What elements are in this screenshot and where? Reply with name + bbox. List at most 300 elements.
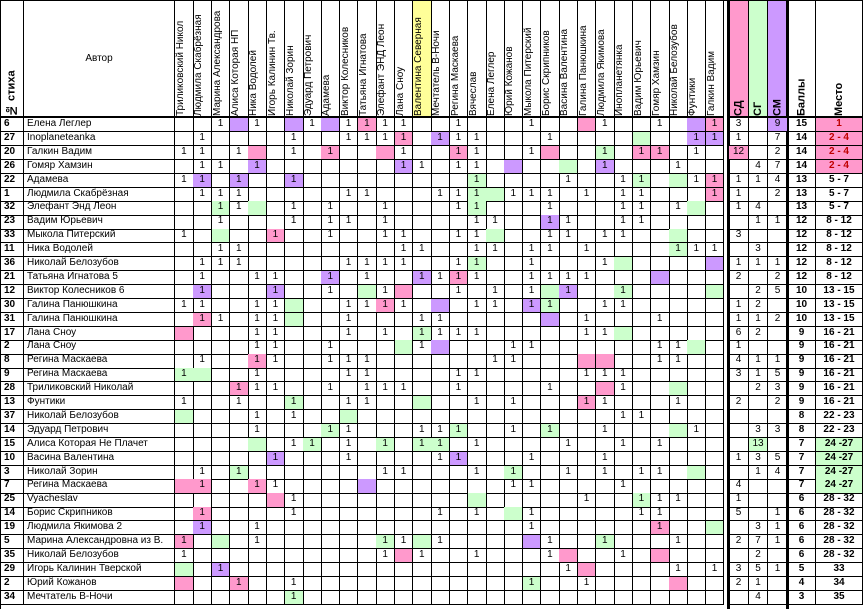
vote-cell: 1	[230, 382, 249, 396]
vote-cell: 1	[340, 368, 359, 382]
vote-cell	[431, 174, 450, 188]
author-name: Inoplaneteanka	[24, 132, 175, 146]
vote-cell	[596, 201, 615, 215]
vote-cell	[614, 535, 633, 549]
vote-cell	[468, 424, 487, 438]
vote-cell: 1	[248, 410, 267, 424]
vote-cell: 1	[706, 243, 725, 257]
vote-cell	[541, 160, 560, 174]
vote-cell	[376, 424, 395, 438]
sd-cell: 5	[729, 507, 749, 521]
vote-cell	[633, 535, 652, 549]
vote-cell	[559, 257, 578, 271]
vote-cell: 1	[651, 354, 670, 368]
vote-cell	[559, 327, 578, 341]
sm-cell: 4	[768, 466, 788, 480]
vote-cell	[212, 146, 231, 160]
place-cell: 8 - 12	[816, 215, 863, 229]
vote-cell	[193, 396, 212, 410]
vote-cell: 1	[687, 243, 706, 257]
sg-cell: 1	[749, 257, 768, 271]
vote-cell: 1	[358, 271, 377, 285]
place-cell: 16 - 21	[816, 368, 863, 382]
vote-cell: 1	[468, 146, 487, 160]
vote-cell: 1	[248, 313, 267, 327]
vote-cell	[267, 577, 286, 591]
vote-cell: 1	[193, 466, 212, 480]
vote-cell	[596, 271, 615, 285]
vote-cell	[578, 466, 597, 480]
vote-cell	[468, 563, 487, 577]
vote-cell: 1	[376, 257, 395, 271]
vote-cell	[633, 313, 652, 327]
vote-cell	[431, 479, 450, 493]
header-judge	[413, 0, 432, 118]
vote-cell: 1	[687, 146, 706, 160]
vote-cell	[687, 271, 706, 285]
score-cell: 12	[788, 215, 816, 229]
vote-cell	[614, 396, 633, 410]
vote-cell: 1	[340, 452, 359, 466]
vote-cell	[431, 382, 450, 396]
vote-cell	[614, 271, 633, 285]
header-sm	[768, 0, 788, 118]
vote-cell	[431, 229, 450, 243]
vote-cell	[303, 327, 322, 341]
sd-cell: 3	[729, 368, 749, 382]
vote-cell	[559, 118, 578, 132]
vote-cell	[706, 521, 725, 535]
sd-cell: 1	[729, 132, 749, 146]
vote-cell	[559, 424, 578, 438]
vote-cell	[687, 215, 706, 229]
vote-cell	[431, 299, 450, 313]
vote-cell	[669, 591, 688, 605]
vote-cell: 1	[376, 229, 395, 243]
vote-cell	[395, 285, 414, 299]
vote-cell	[212, 535, 231, 549]
vote-cell: 1	[193, 146, 212, 160]
sd-cell: 12	[729, 146, 749, 160]
vote-cell	[651, 215, 670, 229]
vote-cell: 1	[358, 118, 377, 132]
vote-cell: 1	[431, 535, 450, 549]
vote-cell	[450, 299, 469, 313]
vote-cell	[193, 382, 212, 396]
row-number: 19	[0, 521, 24, 535]
vote-cell	[687, 201, 706, 215]
vote-cell: 1	[413, 271, 432, 285]
author-name: Елена Леглер	[24, 118, 175, 132]
vote-cell	[578, 132, 597, 146]
vote-cell	[468, 340, 487, 354]
vote-cell: 1	[395, 118, 414, 132]
vote-cell	[687, 549, 706, 563]
vote-cell: 1	[321, 340, 340, 354]
row-number: 36	[0, 257, 24, 271]
row-number: 12	[0, 285, 24, 299]
sg-cell	[749, 146, 768, 160]
header-judge-label: Адамева	[321, 74, 333, 116]
vote-cell	[358, 146, 377, 160]
vote-cell: 1	[193, 299, 212, 313]
sg-cell: 3	[749, 243, 768, 257]
vote-cell	[303, 452, 322, 466]
author-name: Алиса Которая Не Плачет	[24, 438, 175, 452]
vote-cell	[175, 340, 194, 354]
vote-cell	[578, 354, 597, 368]
vote-cell	[596, 507, 615, 521]
sm-cell: 2	[768, 271, 788, 285]
vote-cell: 1	[468, 507, 487, 521]
vote-cell	[175, 479, 194, 493]
vote-cell: 1	[248, 521, 267, 535]
sm-cell: 1	[768, 521, 788, 535]
vote-cell	[413, 382, 432, 396]
header-judge	[303, 0, 322, 118]
vote-cell	[706, 229, 725, 243]
vote-cell	[523, 410, 542, 424]
vote-cell: 1	[248, 271, 267, 285]
sm-cell	[768, 299, 788, 313]
vote-cell	[285, 271, 304, 285]
vote-cell	[212, 507, 231, 521]
vote-cell	[431, 118, 450, 132]
vote-cell	[651, 327, 670, 341]
score-cell: 9	[788, 340, 816, 354]
vote-cell	[450, 215, 469, 229]
vote-cell: 1	[614, 438, 633, 452]
vote-cell	[340, 201, 359, 215]
vote-cell	[267, 424, 286, 438]
vote-cell: 1	[523, 340, 542, 354]
vote-cell: 1	[267, 229, 286, 243]
row-number: 13	[0, 396, 24, 410]
sd-cell: 2	[729, 535, 749, 549]
vote-cell	[376, 354, 395, 368]
vote-cell: 1	[450, 146, 469, 160]
vote-cell	[413, 521, 432, 535]
vote-cell: 1	[376, 285, 395, 299]
vote-cell	[267, 549, 286, 563]
vote-cell	[651, 410, 670, 424]
header-judge-label: Ника Водолей	[248, 50, 260, 116]
vote-cell: 1	[413, 438, 432, 452]
vote-cell	[230, 271, 249, 285]
vote-cell: 1	[285, 591, 304, 605]
sd-cell	[729, 410, 749, 424]
author-name: Николай Белозубов	[24, 257, 175, 271]
row-number: 25	[0, 493, 24, 507]
vote-cell	[340, 285, 359, 299]
vote-cell	[486, 382, 505, 396]
vote-cell	[321, 563, 340, 577]
vote-cell	[504, 201, 523, 215]
vote-cell	[450, 410, 469, 424]
vote-cell	[651, 452, 670, 466]
vote-cell	[321, 396, 340, 410]
header-judge-label: Галина Панюшкина	[577, 25, 589, 116]
vote-cell	[230, 521, 249, 535]
vote-cell	[358, 591, 377, 605]
vote-cell	[523, 493, 542, 507]
vote-cell	[376, 410, 395, 424]
vote-cell	[303, 591, 322, 605]
vote-cell: 1	[248, 340, 267, 354]
vote-cell	[486, 507, 505, 521]
author-name: Элефант Энд Леон	[24, 201, 175, 215]
vote-cell: 1	[614, 215, 633, 229]
vote-cell	[376, 507, 395, 521]
vote-cell	[340, 521, 359, 535]
vote-cell: 1	[340, 299, 359, 313]
sm-cell	[768, 243, 788, 257]
vote-cell	[504, 146, 523, 160]
vote-cell	[303, 521, 322, 535]
place-cell: 8 - 12	[816, 229, 863, 243]
vote-cell	[706, 479, 725, 493]
header-judge-label: Регина Маскаева	[449, 35, 461, 116]
header-judge-label: Эдуард Петрович	[303, 34, 315, 116]
sm-cell: 5	[768, 285, 788, 299]
sd-cell	[729, 285, 749, 299]
vote-cell	[633, 452, 652, 466]
vote-cell: 1	[596, 299, 615, 313]
vote-cell	[633, 285, 652, 299]
vote-cell: 1	[376, 438, 395, 452]
vote-cell	[596, 563, 615, 577]
vote-cell	[596, 215, 615, 229]
vote-cell	[267, 257, 286, 271]
vote-cell	[559, 382, 578, 396]
vote-cell	[303, 354, 322, 368]
vote-cell	[303, 188, 322, 202]
vote-cell	[504, 493, 523, 507]
author-name: Галина Панюшкина	[24, 313, 175, 327]
vote-cell	[303, 160, 322, 174]
vote-cell	[303, 215, 322, 229]
place-cell: 24 -27	[816, 438, 863, 452]
vote-cell	[651, 257, 670, 271]
place-cell: 28 - 32	[816, 521, 863, 535]
vote-cell	[321, 535, 340, 549]
score-cell: 13	[788, 188, 816, 202]
vote-cell: 1	[395, 243, 414, 257]
row-number: 21	[0, 271, 24, 285]
vote-cell: 1	[541, 201, 560, 215]
vote-cell	[303, 382, 322, 396]
row-number: 34	[0, 591, 24, 605]
vote-cell	[706, 215, 725, 229]
vote-cell	[614, 243, 633, 257]
vote-cell: 1	[175, 396, 194, 410]
vote-cell	[651, 549, 670, 563]
vote-cell	[706, 535, 725, 549]
vote-cell	[321, 549, 340, 563]
author-name: Регина Маскаева	[24, 354, 175, 368]
vote-cell	[212, 299, 231, 313]
vote-cell: 1	[651, 340, 670, 354]
vote-cell	[669, 521, 688, 535]
row-number: 6	[0, 118, 24, 132]
vote-cell	[706, 257, 725, 271]
vote-cell	[541, 327, 560, 341]
vote-cell: 1	[633, 146, 652, 160]
vote-cell: 1	[340, 313, 359, 327]
vote-cell	[376, 452, 395, 466]
vote-cell	[633, 160, 652, 174]
vote-cell	[486, 271, 505, 285]
vote-cell	[541, 410, 560, 424]
vote-cell	[212, 466, 231, 480]
sm-cell: 2	[768, 188, 788, 202]
header-judge-label: Борис Скрипников	[541, 30, 552, 116]
sm-cell	[768, 479, 788, 493]
vote-cell: 1	[541, 382, 560, 396]
vote-cell	[669, 313, 688, 327]
vote-cell	[358, 285, 377, 299]
vote-cell	[633, 549, 652, 563]
vote-cell: 1	[633, 466, 652, 480]
vote-cell	[504, 243, 523, 257]
score-cell: 9	[788, 368, 816, 382]
vote-cell: 1	[633, 493, 652, 507]
vote-cell: 1	[193, 271, 212, 285]
vote-cell: 1	[541, 271, 560, 285]
header-judge-label: Игорь Калинин Тв.	[266, 30, 278, 116]
sd-cell: 3	[729, 118, 749, 132]
vote-cell	[358, 479, 377, 493]
score-cell: 9	[788, 396, 816, 410]
score-cell: 14	[788, 132, 816, 146]
sd-cell	[729, 215, 749, 229]
vote-cell	[285, 327, 304, 341]
vote-cell	[230, 327, 249, 341]
vote-cell	[376, 577, 395, 591]
vote-cell	[541, 174, 560, 188]
vote-cell: 1	[431, 452, 450, 466]
place-cell: 13 - 15	[816, 299, 863, 313]
vote-cell	[450, 313, 469, 327]
vote-cell	[175, 424, 194, 438]
vote-cell	[687, 563, 706, 577]
vote-cell	[431, 466, 450, 480]
sg-cell: 2	[749, 382, 768, 396]
vote-cell: 1	[230, 174, 249, 188]
vote-cell	[504, 215, 523, 229]
vote-cell	[706, 201, 725, 215]
vote-cell: 1	[541, 215, 560, 229]
vote-cell	[633, 229, 652, 243]
vote-cell	[486, 563, 505, 577]
vote-cell: 1	[559, 563, 578, 577]
vote-cell	[669, 285, 688, 299]
row-number: 26	[0, 160, 24, 174]
vote-cell	[340, 229, 359, 243]
vote-cell	[669, 174, 688, 188]
place-cell: 24 -27	[816, 479, 863, 493]
vote-cell	[248, 229, 267, 243]
vote-cell: 1	[321, 382, 340, 396]
vote-cell	[376, 243, 395, 257]
vote-cell	[376, 493, 395, 507]
vote-cell	[504, 257, 523, 271]
vote-cell	[230, 424, 249, 438]
vote-cell	[706, 271, 725, 285]
vote-cell: 1	[578, 271, 597, 285]
vote-cell: 1	[614, 188, 633, 202]
vote-cell	[303, 313, 322, 327]
vote-cell	[358, 563, 377, 577]
vote-cell: 1	[358, 299, 377, 313]
vote-cell	[523, 201, 542, 215]
vote-cell	[230, 507, 249, 521]
vote-cell: 1	[578, 396, 597, 410]
vote-cell	[267, 215, 286, 229]
vote-cell	[431, 396, 450, 410]
vote-cell	[633, 299, 652, 313]
sd-cell	[729, 549, 749, 563]
vote-cell: 1	[395, 229, 414, 243]
vote-cell	[285, 285, 304, 299]
author-name: Людмила Якимова 2	[24, 521, 175, 535]
vote-cell	[450, 354, 469, 368]
vote-cell	[614, 327, 633, 341]
vote-cell	[267, 146, 286, 160]
vote-cell: 1	[523, 257, 542, 271]
vote-cell	[413, 563, 432, 577]
vote-cell	[431, 160, 450, 174]
vote-cell	[504, 438, 523, 452]
vote-cell: 1	[523, 577, 542, 591]
row-number: 23	[0, 215, 24, 229]
vote-cell	[193, 118, 212, 132]
vote-cell: 1	[212, 243, 231, 257]
vote-cell	[523, 215, 542, 229]
vote-cell	[468, 382, 487, 396]
vote-cell: 1	[321, 285, 340, 299]
vote-cell	[651, 368, 670, 382]
vote-cell	[248, 438, 267, 452]
vote-cell	[175, 160, 194, 174]
sd-cell: 3	[729, 563, 749, 577]
vote-cell: 1	[450, 229, 469, 243]
vote-cell	[541, 577, 560, 591]
vote-cell	[651, 174, 670, 188]
vote-cell: 1	[541, 299, 560, 313]
vote-cell	[376, 313, 395, 327]
vote-cell	[321, 452, 340, 466]
vote-cell	[651, 229, 670, 243]
vote-cell: 1	[267, 271, 286, 285]
vote-cell	[559, 368, 578, 382]
vote-cell	[559, 577, 578, 591]
vote-cell	[395, 438, 414, 452]
row-number: 7	[0, 479, 24, 493]
sm-cell: 4	[768, 174, 788, 188]
vote-cell	[285, 243, 304, 257]
vote-cell	[212, 132, 231, 146]
vote-cell	[321, 188, 340, 202]
vote-cell	[340, 340, 359, 354]
vote-cell	[614, 563, 633, 577]
vote-cell: 1	[321, 424, 340, 438]
vote-cell: 1	[285, 410, 304, 424]
vote-cell	[395, 521, 414, 535]
vote-cell: 1	[450, 188, 469, 202]
vote-cell	[651, 535, 670, 549]
sg-cell	[749, 410, 768, 424]
